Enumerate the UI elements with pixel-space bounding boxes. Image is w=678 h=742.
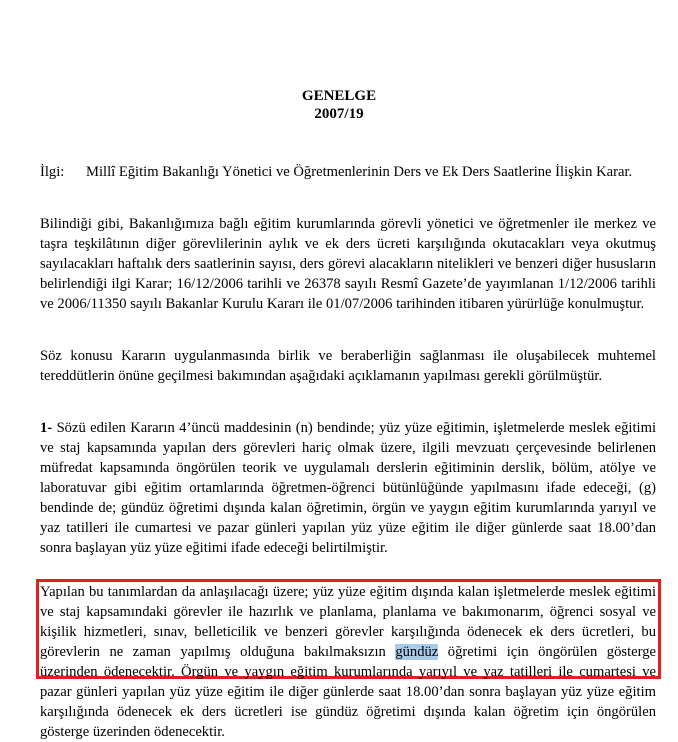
article-1-text: Sözü edilen Kararın 4’üncü maddesinin (n) bendinde; yüz yüze eğitimin, işletmelerde meslek eğitimi ve staj kapsamında yapılan ders görevleri hariç olmak üzere, ilgili mevzuatı çerçevesinde belirlenen müfredat kapsamında öngörülen teorik ve uygulamalı derslerin eğitiminin derslik, bölüm, atölye ve laboratuvar gibi eğitim ortamlarında öğretmen-öğrenci bütünlüğünde yapılmasını ifade edeceği, (g) bendinde de; gündüz öğretimi dışında kalan öğretimin, örgün ve yaygın eğitim kurumlarında yarıyıl ve yaz tatilleri ile cumartesi ve pazar günleri yapılan yüz yüze eğitim ile diğer günlerde saat 18.00’dan sonra başlayan yüz yüze eğitimi ifade edeceği belirtilmiştir. [40,420,656,556]
document-title: GENELGE [301,88,377,104]
subject-reference [40,162,656,182]
document-number: 2007/19 [314,106,364,122]
explanation-text-start: Yapılan bu tanımlardan da anlaşılacağı üzere; yüz yüze eğitim dışında kalan işletmelerde meslek eğitimi ve staj kapsamındaki görevler ile hazırlık ve planlama, planlama ve bakımonarım, öğrenci sosyal ve kişilik hizmetleri, sınav, belleticilik ve benzeri görevler karşılığında ödenecek ek ders ücretleri, bu görevlerin ne zaman yapılmış olduğuna bakılmaksızın [40,584,656,660]
explanation-text-end: öğretimi için öngörülen gösterge üzerinden ödenecektir. Örgün ve yaygın eğitim kurumlarında yarıyıl ve yaz tatilleri ile cumartesi ve pazar günleri yapılan yüz yüze eğitim ile diğer günlerde saat 18.00’dan sonra başlayan yüz yüze eğitim karşılığında ödenecek ek ders ücretleri ise gündüz öğretimi dışında kalan öğretim için öngörülen gösterge üzerinden ödenecektir. [40,644,656,740]
subject-label: İlgi: [40,164,65,180]
article-number: 1- [40,420,53,436]
paragraph-intro[interactable]: Bilindiği gibi, Bakanlığımıza bağlı eğitim kurumlarında görevli yönetici ve öğretmenler ile merkez ve taşra teşkilâtının diğer görevlilerinin aylık ve ek ders ücreti karşılığında okutacakları veya okutmuş sayılacakları haftalık ders saatlerinin sayısı, ders görevi alacakların nitelikleri ve benzeri diğer hususların belirlendiği ilgi Karar; 16/12/2006 tarihli ve 26378 sayılı Resmî Gazete’de yayımlanan 1/12/2006 tarihli ve 2006/11350 sayılı Bakanlar Kurulu Kararı ile 01/07/2006 tarihinden itibaren yürürlüğe konulmuştur. [40,216,656,312]
paragraph-explanation[interactable] [40,582,656,742]
paragraph-article-1[interactable] [40,418,656,558]
subject-text: Millî Eğitim Bakanlığı Yönetici ve Öğretmenlerinin Ders ve Ek Ders Saatlerine İlişkin Karar. [86,164,633,180]
selected-text[interactable]: gündüz [395,644,439,660]
paragraph-purpose[interactable]: Söz konusu Kararın uygulanmasında birlik ve beraberliğin sağlanması ile oluşabilecek muhtemel tereddütlerin önüne geçilmesi bakımından aşağıdaki açıklamanın yapılması gerekli görülmüştür. [40,348,656,384]
